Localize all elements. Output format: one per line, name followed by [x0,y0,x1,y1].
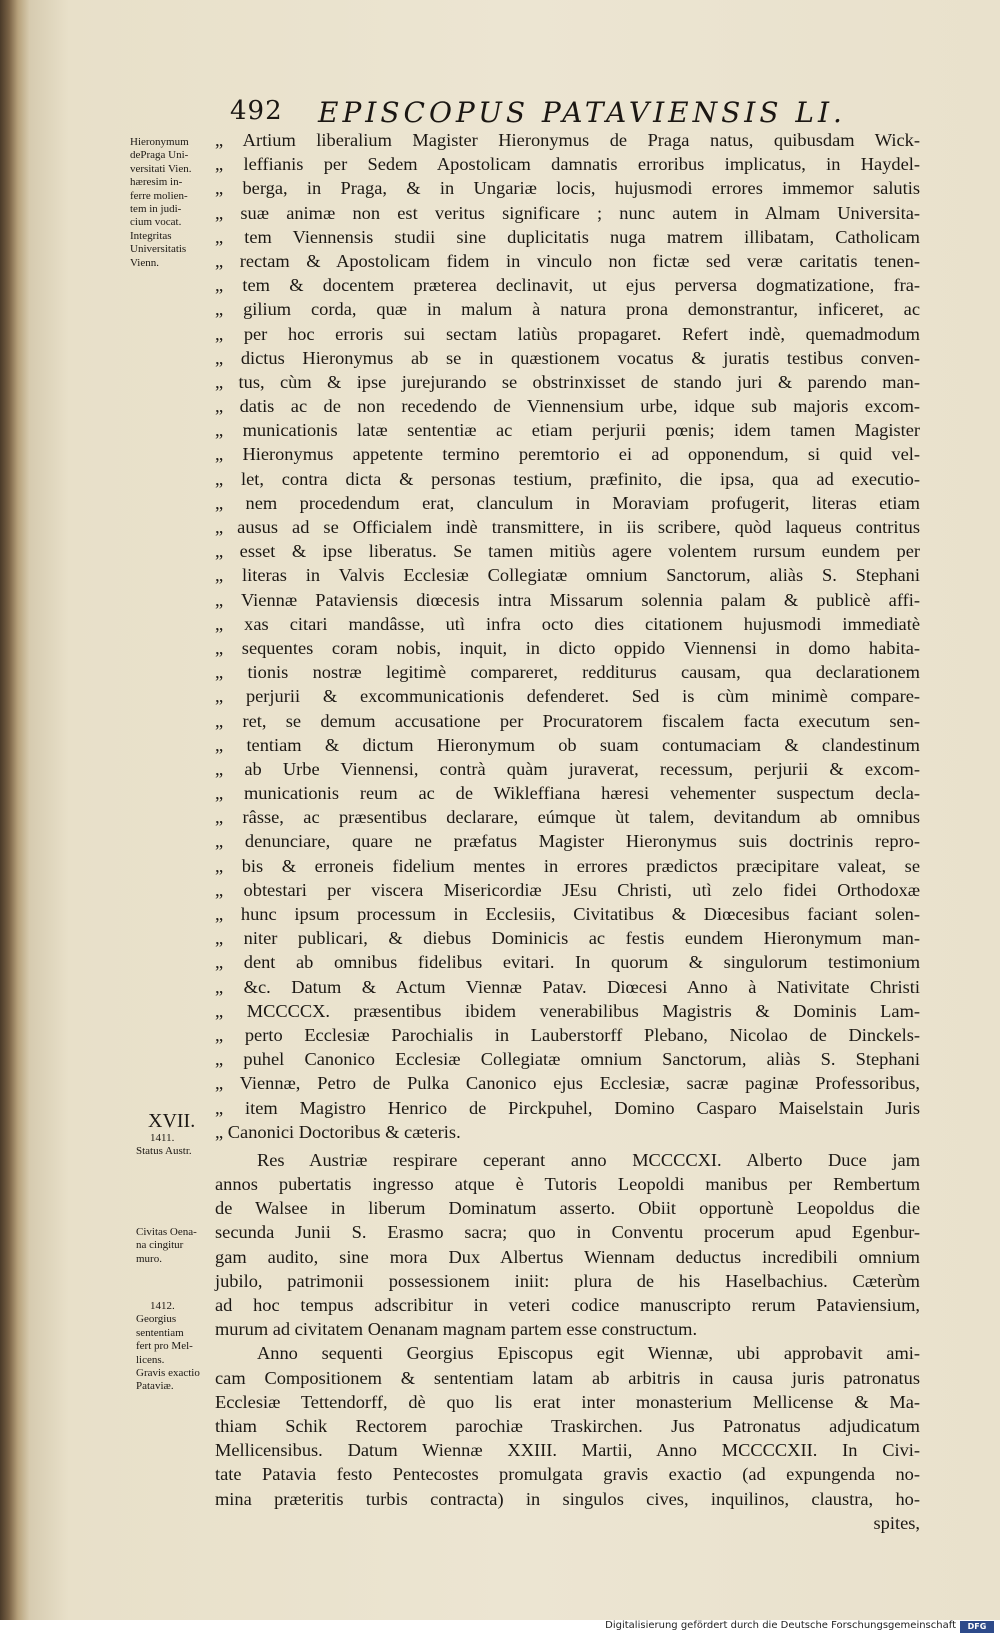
text-line: „ &c. Datum & Actum Viennæ Patav. Diœcesi Anno à Nativitate Christi [215,976,920,997]
text-line: „ tus, cùm & ipse jurejurando se obstrinxisset de stando juri & parendo man- [215,371,920,392]
text-line: de Walsee in liberum Dominatum asserto. Obiit opportunè Leopoldus die [215,1198,920,1219]
text-line: „ obtestari per viscera Misericordiæ JEsu Christi, utì zelo fidei Orthodoxæ [215,879,920,900]
text-line: Mellicensibus. Datum Wiennæ XXIII. Martii, Anno MCCCCXII. In Civi- [215,1440,920,1461]
text-line: „ gilium corda, quæ in malum à natura prona demonstrantur, inficeret, ac [215,299,920,320]
text-line: „ Viennæ Pataviensis diœcesis intra Missarum solennia palam & publicè affi- [215,589,920,610]
text-line: ad hoc tempus adscribitur in veteri codice manuscripto rerum Pataviensium, [215,1295,920,1315]
text-line: „ perto Ecclesiæ Parochialis in Lauberstorff Plebano, Nicolao de Dinckels- [215,1024,920,1045]
text-line: „ Canonici Doctoribus & cæteris. [215,1121,461,1142]
section-number: XVII. [148,1110,196,1132]
text-line: „ ausus ad se Officialem indè transmittere, in iis scribere, quòd laqueus contritus [215,517,920,537]
text-line: „ xas citari mandâsse, utì infra octo dies citationem hujusmodi immediatè [215,613,920,634]
text-line: „ item Magistro Henrico de Pirckpuhel, Domino Casparo Maiselstain Juris [215,1097,920,1118]
text-line: „ esset & ipse liberatus. Se tamen mitiùs agere volentem rursum eundem per [215,541,920,562]
text-line: „ Viennæ, Petro de Pulka Canonico ejus Ecclesiæ, sacræ paginæ Professoribus, [215,1073,920,1094]
text-line: „ nem procedendum erat, clanculum in Moraviam profugerit, literas etiam [215,492,920,513]
text-line: „ dent ab omnibus fidelibus evitari. In quorum & singulorum testimonium [215,952,920,973]
dfg-logo: DFG [960,1621,994,1633]
running-header [230,96,950,132]
text-line: „ puhel Canonico Ecclesiæ Collegiatæ omnium Sanctorum, aliàs S. Stephani [215,1049,920,1070]
text-line: „ MCCCCX. præsentibus ibidem venerabilibus Magistris & Dominis Lam- [215,1000,920,1021]
page-number: 492 [230,96,283,126]
text-line: „ perjurii & excommunicationis defenderet. Sed is cùm minimè compare- [215,686,920,707]
text-line: gam audito, sine mora Dux Albertus Wiennam deductus incredibili omnium [215,1246,920,1267]
text-line: „ Hieronymus appetente termino peremtorio ei ad opponendum, si quid vel- [215,444,920,465]
text-line: „ denunciare, quare ne præfatus Magister Hieronymus suis doctrinis repro- [215,831,920,852]
text-line: „ dictus Hieronymus ab se in quæstionem vocatus & juratis testibus conven- [215,347,920,368]
text-line: „ tem Viennensis studii sine duplicitatis nuga matrem illibatam, Catholicam [215,226,920,247]
text-line: „ tem & docentem præterea declinavit, ut ejus perversa dogmatizatione, fra- [215,275,920,296]
running-title: EPISCOPUS PATAVIENSIS LI. [318,96,846,129]
text-line: „ suæ animæ non est veritus significare ; nunc autem in Almam Universita- [215,202,920,223]
text-line: annos pubertatis ingresso atque è Tutoris Leopoldi manibus per Rembertum [215,1174,920,1195]
text-line: Anno sequenti Georgius Episcopus egit Wiennæ, ubi approbavit ami- [257,1343,920,1364]
text-line: secunda Junii S. Erasmo sacra; quo in Conventu procerum apud Egenbur- [215,1222,920,1243]
body-text [215,128,920,1535]
marginal-note-1412: 1412. Georgius sententiam fert pro Mel- licens. Gravis exactio Pataviæ. [136,1300,200,1393]
text-line: mina præteritis turbis contracta) in singulos cives, inquilinos, claustra, ho- [215,1488,920,1509]
text-line: „ ret, se demum accusatione per Procuratorem fiscalem facta executum sen- [215,710,920,731]
marginal-note-hieronymus: Hieronymum dePraga Uni- versitati Vien. hæresim in- ferre molien- tem in judi- cium vocat. Integritas Universitatis Vienn. [130,136,192,269]
text-line: „ hunc ipsum processum in Ecclesiis, Civitatibus & Diœcesibus faciant solen- [215,904,920,924]
text-line: tate Patavia festo Pentecostes promulgata gravis exactio (ad expungenda no- [215,1464,920,1485]
text-line: „ datis ac de non recedendo de Viennensium urbe, idque sub majoris excom- [215,396,920,417]
text-line: murum ad civitatem Oenanam magnam partem esse constructum. [215,1319,698,1340]
text-line: Ecclesiæ Tettendorff, dè quo lis erat inter monasterium Mellicense & Ma- [215,1391,920,1412]
text-line: „ ab Urbe Viennensi, contrà quàm juraverat, recessum, perjurii & excom- [215,758,920,779]
text-line: „ niter publicari, & diebus Dominicis ac festis eundem Hieronymum man- [215,928,920,949]
text-line: Res Austriæ respirare ceperant anno MCCCCXI. Alberto Duce jam [257,1149,920,1170]
text-line: „ bis & erroneis fidelium mentes in errores prædictos præcipitare valeat, se [215,855,920,876]
footer-credit: Digitalisierung gefördert durch die Deutsche Forschungsgemeinschaft [605,1620,956,1631]
text-line: thiam Schik Rectorem parochiæ Traskirchen. Jus Patronatus adjudicatum [215,1415,920,1436]
text-line: „ tentiam & dictum Hieronymum ob suam contumaciam & clandestinum [215,734,920,755]
book-spine [0,0,30,1620]
text-line: jubilo, patrimonii possessionem iniit: plura de his Haselbachius. Cæterùm [215,1270,920,1291]
text-line: cam Compositionem & sententiam latam ab arbitris in causa juris patronatus [215,1367,920,1388]
text-line: „ municationis latæ sententiæ ac etiam perjurii pœnis; idem tamen Magister [215,420,920,441]
text-line: „ berga, in Praga, & in Ungariæ locis, hujusmodi errores immemor salutis [215,178,920,199]
text-line: „ rectam & Apostolicam fidem in vinculo non fictæ sed veræ caritatis tenen- [215,250,920,271]
text-line: „ râsse, ac præsentibus declarare, eúmque ùt talem, devitandum ab omnibus [215,807,920,828]
text-line: „ Artium liberalium Magister Hieronymus de Praga natus, quibusdam Wick- [215,130,920,150]
marginal-note-civitas-oenana: Civitas Oena- na cingitur muro. [136,1226,197,1265]
digitization-footer [0,1620,1000,1635]
catchword: spites, [873,1512,920,1533]
text-line: „ let, contra dicta & personas testium, præfinito, die ipsa, qua ad executio- [215,468,920,489]
text-line: „ per hoc erroris sui sectam latiùs propagaret. Refert indè, quemadmodum [215,323,920,344]
text-line: „ literas in Valvis Ecclesiæ Collegiatæ omnium Sanctorum, aliàs S. Stephani [215,565,920,586]
text-line: „ tionis nostræ legitimè compareret, redditurus causam, qua declarationem [215,662,920,683]
text-line: „ sequentes coram nobis, inquit, in dicto oppido Viennensi in domo habita- [215,637,920,658]
text-line: „ municationis reum ac de Wikleffiana hæresi vehementer suspectum decla- [215,783,920,804]
marginal-note-1411: 1411. Status Austr. [136,1132,192,1158]
text-line: „ leffianis per Sedem Apostolicam damnatis erroribus implicatus, in Haydel- [215,154,920,175]
